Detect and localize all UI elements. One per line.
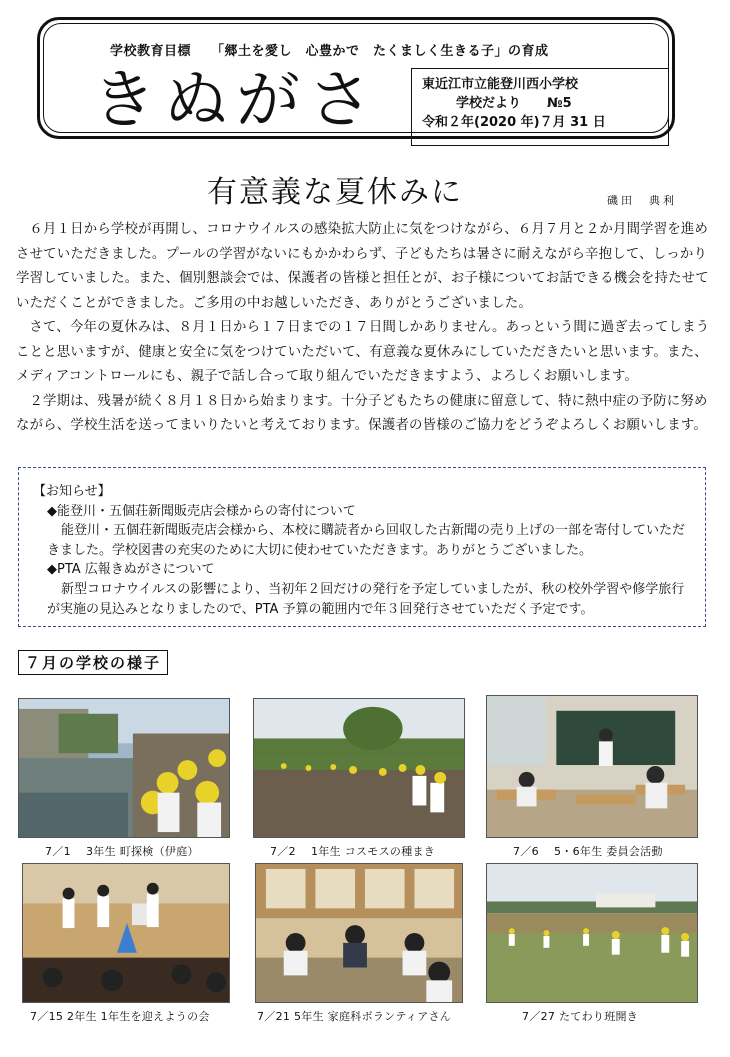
notice-item-text: 能登川・五個荘新聞販売店会様から、本校に購読者から回収した古新聞の売り上げの一部を寄付していただきました。学校図書の充実のために大切に使わせていただきます。ありがとうございました。 [47, 523, 686, 558]
photo-town-exploration [18, 698, 230, 838]
motto-prefix: 学校教育目標 [110, 44, 192, 59]
photo-home-economics [255, 863, 463, 1003]
photo-cosmos-planting [253, 698, 465, 838]
photo-caption: 7／2 1年生 コスモスの種まき [270, 845, 436, 858]
school-name: 東近江市立能登川西小学校 [422, 77, 579, 92]
photo-caption: 7／1 3年生 町探検（伊庭） [45, 845, 199, 858]
newsletter-line [422, 94, 660, 113]
newsletter-name: 学校だより [456, 96, 522, 111]
notice-heading: 【お知らせ】 [33, 484, 111, 499]
notice-item-title: ◆能登川・五個荘新聞販売店会様からの寄付について [47, 503, 356, 519]
photo-group-opening [486, 863, 698, 1003]
photo-committee-activity [486, 695, 698, 838]
masthead [37, 17, 675, 139]
notice-item-title: ◆PTA 広報きぬがさについて [47, 562, 215, 578]
motto-main: 「郷土を愛し 心豊かで たくましく生きる子」の育成 [211, 44, 549, 59]
photo-caption: 7／6 5・6年生 委員会活動 [513, 845, 663, 858]
issue-info-box [411, 68, 669, 146]
photo-caption: 7／27 たてわり班開き [522, 1010, 639, 1023]
article-paragraph: ６月１日から学校が再開し、コロナウイルスの感染拡大防止に気をつけながら、６月７月と２か月間学習を進めさせていただきました。プールの学習がないにもかかわらず、子どもたちは暑さに耐えながら辛抱して、しっかり学習していました。また、個別懇談会では、保護者の皆様と担任とが、お子様についてお話できる機会を持たせていただくことができました。ご多用の中お越しいただき、ありがとうございました。 [16, 222, 709, 311]
article-paragraph: ２学期は、残暑が続く８月１８日から始まります。十分子どもたちの健康に留意して、特に熱中症の予防に努めながら、学校生活を送ってまいりたいと考えております。保護者の皆様のご協力をどうぞよろしくお願いします。 [16, 393, 708, 433]
article-headline: 有意義な夏休みに [207, 175, 463, 210]
article-body [16, 218, 716, 439]
photo-caption: 7／15 2年生 1年生を迎えようの会 [30, 1010, 210, 1023]
notice-item-text: 新型コロナウイルスの影響により、当初年２回だけの発行を予定していましたが、秋の校外学習や修学旅行が実施の見込みとなりましたので、PTA 予算の範囲内で年３回発行させていただく予定です。 [47, 581, 685, 617]
article-paragraph: さて、今年の夏休みは、８月１日から１７日までの１７日間しかありません。あっという間に過ぎ去ってしまうことと思いますが、健康と安全に気をつけていただいて、有意義な夏休みにしていただきたいと思います。また、メディアコントロールにも、親子で話し合って取り組んでいただきますよう、よろしくお願いします。 [16, 320, 710, 384]
school-motto [110, 40, 549, 59]
issue-number: №5 [547, 96, 572, 111]
section-title: ７月の学校の様子 [18, 650, 168, 675]
photo-welcome-meeting [22, 863, 230, 1003]
notice-box [18, 467, 706, 627]
newsletter-logo: きぬがさ [92, 64, 380, 138]
photo-caption: 7／21 5年生 家庭科ボランティアさん [257, 1010, 452, 1023]
issue-date: 令和２年(2020 年)７月 31 日 [422, 115, 606, 130]
article-author: 磯田 典利 [607, 194, 677, 207]
